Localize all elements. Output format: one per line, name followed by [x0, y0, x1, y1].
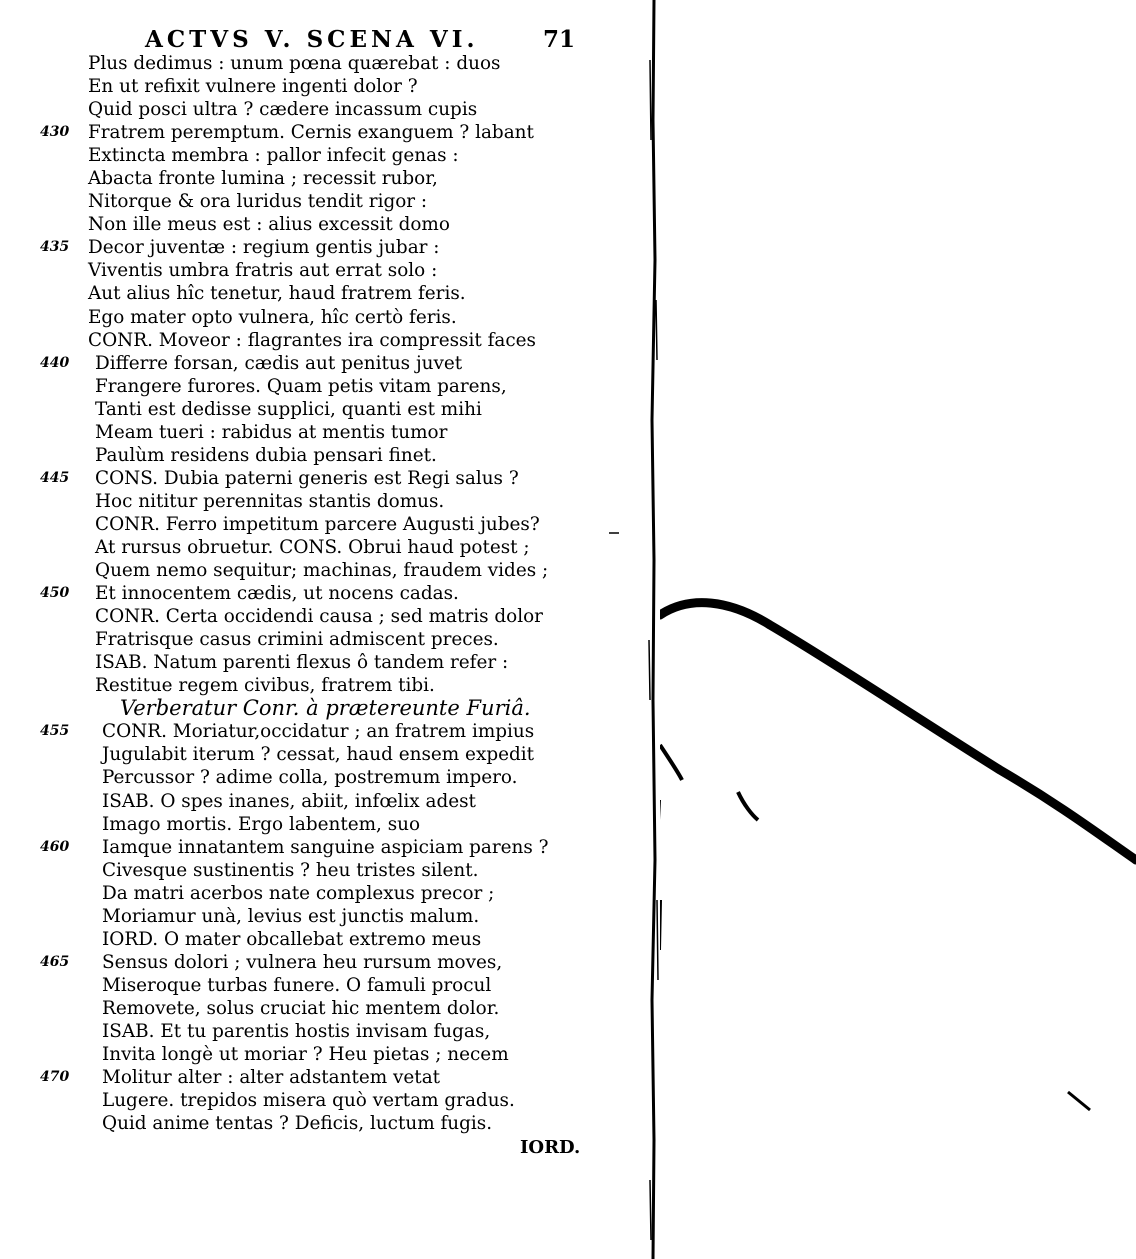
- verse-line: [40, 1043, 620, 1066]
- line-text: CONR. Moriatur,occidatur ; an fratrem impius: [102, 721, 535, 743]
- verse-line: [40, 1112, 620, 1135]
- line-text: Abacta fronte lumina ; recessit rubor,: [88, 168, 438, 190]
- line-text: Differre forsan, cædis aut penitus juvet: [95, 352, 463, 374]
- verse-line: [40, 813, 620, 836]
- line-number: 440: [40, 354, 70, 371]
- verse-line: [40, 720, 620, 743]
- line-text: Quid anime tentas ? Deficis, luctum fugis.: [102, 1113, 493, 1135]
- verse-line: [40, 790, 620, 813]
- line-text: At rursus obruetur. CONS. Obrui haud potest ;: [95, 536, 530, 558]
- margin-speck: [608, 530, 620, 536]
- line-text: Percussor ? adime colla, postremum impero.: [102, 767, 518, 789]
- line-text: Lugere. trepidos misera quò vertam gradus.: [102, 1090, 515, 1112]
- line-text: Plus dedimus : unum pœna quærebat : duos: [88, 53, 501, 74]
- verse-line: [40, 1020, 620, 1043]
- verse-line: [40, 1066, 620, 1089]
- line-number: 435: [40, 239, 70, 256]
- line-text: Iamque innatantem sanguine aspiciam parens ?: [102, 836, 549, 858]
- line-number: 460: [40, 838, 70, 855]
- catchword: IORD.: [520, 1137, 581, 1158]
- line-text: Fratrisque casus crimini admiscent preces.: [95, 629, 499, 651]
- verse-line: [40, 259, 620, 282]
- line-text: CONR. Moveor : flagrantes ira compressit faces: [88, 329, 536, 351]
- running-title: ACTVS V. SCENA VI.: [145, 26, 479, 53]
- line-text: Molitur alter : alter adstantem vetat: [102, 1067, 441, 1089]
- line-text: Moriamur unà, levius est junctis malum.: [102, 905, 480, 927]
- line-text: Nitorque & ora luridus tendit rigor :: [88, 191, 428, 213]
- verse-line: [40, 75, 620, 98]
- verse-line: [40, 743, 620, 766]
- line-text: Da matri acerbos nate complexus precor ;: [102, 882, 495, 904]
- line-text: Sensus dolori ; vulnera heu rursum moves,: [102, 951, 503, 973]
- line-text: Imago mortis. Ergo labentem, suo: [102, 813, 421, 835]
- line-number: 455: [40, 723, 70, 740]
- line-text: Meam tueri : rabidus at mentis tumor: [95, 421, 448, 443]
- verse-line: [40, 928, 620, 951]
- line-text: Decor juventæ : regium gentis jubar :: [88, 237, 440, 259]
- verse-line: [40, 651, 620, 674]
- verse-line: [40, 997, 620, 1020]
- verse-line: [40, 605, 620, 628]
- page-number: 71: [542, 26, 575, 53]
- line-text: CONR. Certa occidendi causa ; sed matris dolor: [95, 606, 543, 628]
- line-text: Extincta membra : pallor infecit genas :: [88, 145, 459, 167]
- verse-text-block: [40, 52, 620, 1135]
- line-text: ISAB. Et tu parentis hostis invisam fugas,: [102, 1020, 491, 1042]
- line-text: Quid posci ultra ? cædere incassum cupis: [88, 99, 478, 121]
- verse-line: [40, 398, 620, 421]
- line-text: En ut refixit vulnere ingenti dolor ?: [88, 76, 418, 98]
- verse-line: [40, 951, 620, 974]
- verse-line: [40, 490, 620, 513]
- verse-line: [40, 329, 620, 352]
- verse-line: [40, 213, 620, 236]
- verse-line: [40, 859, 620, 882]
- line-text: Aut alius hîc tenetur, haud fratrem feris.: [88, 283, 466, 305]
- thumb-shadow: [660, 0, 1136, 1259]
- line-text: ISAB. O spes inanes, abiit, infœlix adest: [102, 790, 476, 812]
- verse-line: [40, 167, 620, 190]
- verse-line: [40, 536, 620, 559]
- verse-line: [40, 144, 620, 167]
- line-text: CONS. Dubia paterni generis est Regi salus ?: [95, 467, 519, 489]
- line-text: Miseroque turbas funere. O famuli procul: [102, 974, 492, 996]
- line-text: Ego mater opto vulnera, hîc certò feris.: [88, 306, 457, 328]
- line-text: ISAB. Natum parenti flexus ô tandem refer :: [95, 652, 509, 674]
- line-text: Quem nemo sequitur; machinas, fraudem vides ;: [95, 560, 549, 582]
- verse-line: [40, 766, 620, 789]
- line-text: Restitue regem civibus, fratrem tibi.: [95, 675, 435, 697]
- verse-line: [40, 559, 620, 582]
- verse-line: [40, 236, 620, 259]
- line-text: Paulùm residens dubia pensari finet.: [95, 444, 437, 466]
- verse-line: [40, 375, 620, 398]
- verse-line: [40, 190, 620, 213]
- line-text: Hoc nititur perennitas stantis domus.: [95, 490, 445, 512]
- verse-line: [40, 905, 620, 928]
- line-text: Invita longè ut moriar ? Heu pietas ; necem: [102, 1044, 509, 1066]
- line-number: 445: [40, 469, 70, 486]
- verse-line: [40, 352, 620, 375]
- page-gutter: [646, 0, 660, 1259]
- verse-line: [40, 1089, 620, 1112]
- verse-line: [40, 674, 620, 697]
- verse-line: [40, 628, 620, 651]
- verse-line: [40, 513, 620, 536]
- line-text: Viventis umbra fratris aut errat solo :: [88, 260, 438, 282]
- verse-line: [40, 882, 620, 905]
- line-text: Frangere furores. Quam petis vitam parens,: [95, 375, 507, 397]
- line-text: Jugulabit iterum ? cessat, haud ensem expedit: [102, 744, 535, 766]
- line-text: Tanti est dedisse supplici, quanti est mihi: [95, 398, 482, 420]
- line-number: 470: [40, 1069, 70, 1086]
- verse-line: [40, 836, 620, 859]
- verse-line: [40, 121, 620, 144]
- stage-direction: [40, 697, 620, 720]
- verse-line: [40, 582, 620, 605]
- line-number: 465: [40, 953, 70, 970]
- verse-line: [40, 467, 620, 490]
- line-text: Verberatur Conr. à prætereunte Furiâ.: [120, 696, 531, 721]
- line-text: CONR. Ferro impetitum parcere Augusti jubes?: [95, 513, 540, 535]
- verse-line: [40, 52, 620, 75]
- line-text: Removete, solus cruciat hic mentem dolor.: [102, 997, 500, 1019]
- line-text: Civesque sustinentis ? heu tristes silent.: [102, 859, 479, 881]
- line-number: 450: [40, 585, 70, 602]
- line-text: Non ille meus est : alius excessit domo: [88, 214, 450, 236]
- verse-line: [40, 444, 620, 467]
- verse-line: [40, 974, 620, 997]
- line-text: Et innocentem cædis, ut nocens cadas.: [95, 583, 459, 605]
- verse-line: [40, 98, 620, 121]
- verse-line: [40, 306, 620, 329]
- line-text: IORD. O mater obcallebat extremo meus: [102, 928, 482, 950]
- verse-line: [40, 421, 620, 444]
- verse-line: [40, 282, 620, 305]
- line-number: 430: [40, 124, 70, 141]
- line-text: Fratrem peremptum. Cernis exanguem ? labant: [88, 122, 534, 144]
